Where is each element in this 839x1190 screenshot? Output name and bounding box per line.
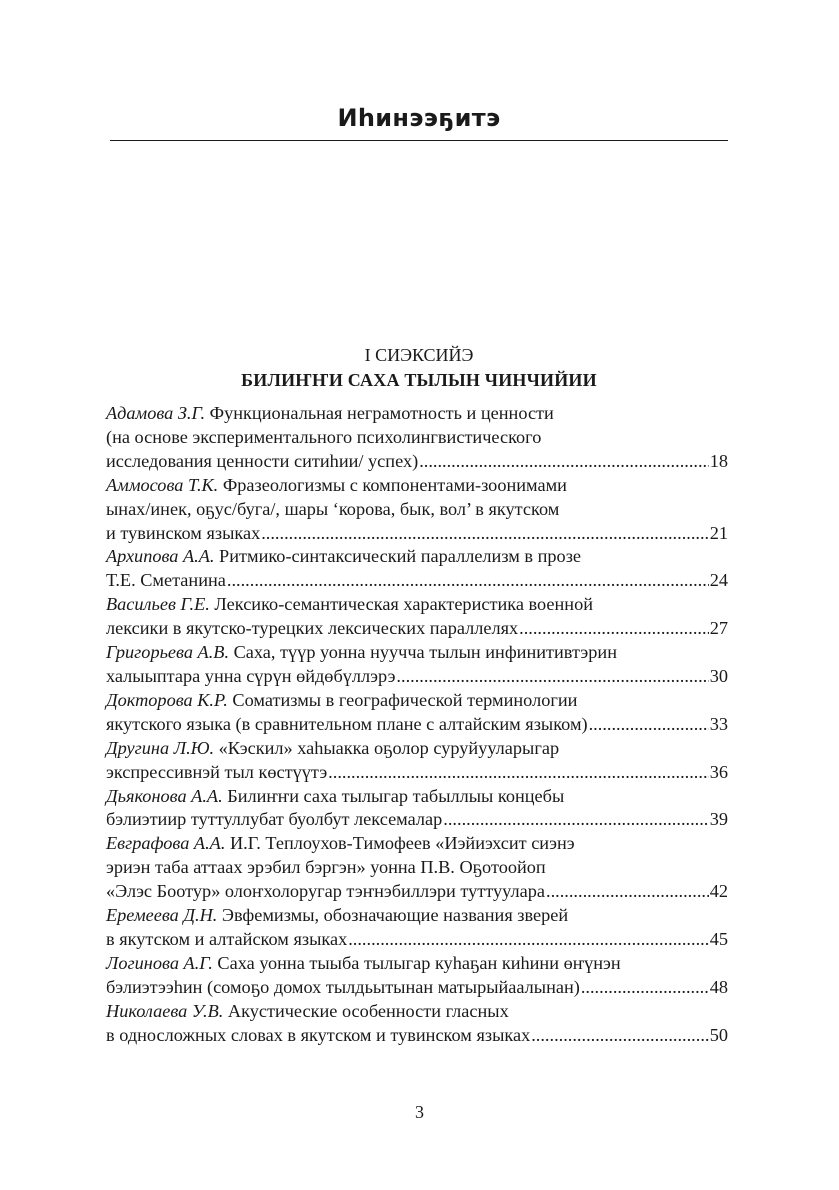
toc-last-line [106,808,728,832]
toc-page-number: 48 [709,976,728,997]
toc-title-start: «Кэскил» хаһыакка оҕолор суруйууларыгар [214,737,560,758]
toc-leader-dots [261,522,709,546]
toc-last-line [106,761,728,785]
toc-page-number: 36 [709,761,728,782]
toc-leader-dots [581,976,709,1000]
table-of-contents [106,402,728,1047]
toc-title-start: И.Г. Теплоухов-Тимофеев «Иэйиэхсит сиэнэ [225,833,575,854]
toc-entry[interactable] [106,689,728,737]
toc-title-end: экспрессивнэй тыл көстүүтэ [106,761,328,782]
toc-entry[interactable] [106,474,728,546]
toc-title-end: халыыптара унна сүрүн өйдөбүллэрэ [106,665,396,686]
toc-entry[interactable] [106,593,728,641]
toc-title-end: исследования ценности ситиһии/ успех) [106,450,419,471]
title-rule [110,140,728,141]
toc-title-end: «Элэс Боотур» олоҥхолоругар тэҥнэбиллэри туттуулара [106,881,545,902]
toc-title-start: Саха уонна тыыба тылыгар куһаҕан киһини өҥүнэн [212,952,621,973]
page-title: Иһинээҕитэ [337,104,501,132]
toc-author: Николаева У.В. [106,1000,224,1021]
toc-leader-dots [227,569,709,593]
toc-title-end: в односложных словах в якутском и тувинском языках [106,1024,531,1045]
toc-last-line [106,450,728,474]
toc-title-line: ынах/инек, оҕус/буга/, шары ‘корова, бык, вол’ в якутском [106,498,560,519]
toc-leader-dots [589,713,709,737]
toc-last-line [106,522,728,546]
toc-leader-dots [419,450,709,474]
toc-author: Евграфова А.А. [106,833,226,854]
toc-title-start: Лексико-семантическая характеристика военной [209,594,594,615]
toc-author: Другина Л.Ю. [106,737,215,758]
toc-author: Аммосова Т.К. [106,474,219,495]
toc-leader-dots [328,761,709,785]
toc-first-line [106,593,728,617]
toc-page-number: 18 [709,450,728,471]
toc-title-end: и тувинском языках [106,522,261,543]
section-heading [105,343,733,393]
toc-leader-dots [531,1024,709,1048]
toc-author: Дьяконова А.А. [106,785,223,806]
toc-author: Архипова А.А. [106,546,215,567]
toc-title-start: Ритмико-синтаксический параллелизм в прозе [214,546,582,567]
toc-page-number: 33 [709,713,728,734]
toc-page-number: 42 [709,881,728,902]
toc-title-end: якутского языка (в сравнительном плане с алтайским языком) [106,713,588,734]
section-number: I СИЭКСИЙЭ [364,345,474,365]
toc-entry[interactable] [106,1000,728,1048]
toc-title-start: Саха, түүр уонна нуучча тылын инфинитивтэрин [229,642,617,663]
toc-title-end: в якутском и алтайском языках [106,928,348,949]
toc-title-start: Функциональная неграмотность и ценности [205,403,554,423]
toc-leader-dots [546,880,709,904]
toc-author: Докторова К.Р. [106,689,228,710]
toc-entry[interactable] [106,904,728,952]
toc-title-end: бэлиэтээһин (сомоҕо домох тылдьытынан матырыйаалынан) [106,976,580,997]
toc-leader-dots [396,665,708,689]
toc-first-line [106,952,728,976]
page-number: 3 [415,1102,424,1122]
toc-page-number: 39 [709,809,728,830]
toc-leader-dots [443,808,708,832]
toc-page-number: 50 [709,1024,728,1045]
toc-last-line [106,976,728,1000]
toc-last-line [106,880,728,904]
toc-first-line [106,545,728,569]
toc-page-number: 21 [709,522,728,543]
toc-author: Григорьева А.В. [106,642,230,663]
toc-entry[interactable] [106,737,728,785]
toc-title-end: Т.Е. Сметанина [106,570,226,591]
toc-entry[interactable] [106,785,728,833]
toc-first-line [106,402,728,426]
toc-entry[interactable] [106,952,728,1000]
toc-first-line [106,832,728,856]
toc-first-line [106,689,728,713]
toc-author: Адамова З.Г. [106,403,206,423]
toc-leader-dots [519,617,709,641]
section-title: БИЛИҤҤИ САХА ТЫЛЫН ЧИНЧИЙИИ [241,370,597,390]
toc-title-end: бэлиэтиир туттуллубат буолбут лексемалар [106,809,443,830]
toc-title-start: Эвфемизмы, обозначающие названия зверей [217,905,569,926]
toc-first-line [106,1000,728,1024]
toc-page-number: 24 [709,570,728,591]
toc-last-line [106,665,728,689]
toc-last-line [106,1024,728,1048]
toc-first-line [106,641,728,665]
toc-last-line [106,569,728,593]
toc-last-line [106,928,728,952]
toc-first-line [106,904,728,928]
toc-page-number: 45 [709,928,728,949]
toc-author: Еремеева Д.Н. [106,905,218,926]
toc-page-number: 27 [709,618,728,639]
toc-first-line [106,785,728,809]
toc-author: Васильев Г.Е. [106,594,210,615]
toc-entry[interactable] [106,402,728,474]
toc-first-line [106,474,728,498]
toc-title-start: Билиҥҥи саха тылыгар табыллыы концебы [222,785,565,806]
toc-title-start: Соматизмы в географической терминологии [227,689,578,710]
toc-author: Логинова А.Г. [106,952,213,973]
toc-page-number: 30 [709,665,728,686]
toc-title-line: (на основе экспериментального психолингвистического [106,426,542,447]
toc-entry[interactable] [106,641,728,689]
toc-title-start: Акустические особенности гласных [223,1000,509,1021]
toc-title-start: Фразеологизмы с компонентами-зоонимами [218,474,567,495]
toc-first-line [106,737,728,761]
toc-leader-dots [348,928,709,952]
toc-entry[interactable] [106,832,728,904]
toc-last-line [106,617,728,641]
toc-title-end: лексики в якутско-турецких лексических параллелях [106,618,519,639]
toc-last-line [106,713,728,737]
toc-entry[interactable] [106,545,728,593]
toc-title-line: эриэн таба аттаах эрэбил бэргэн» уонна П.В. Оҕотоойоп [106,857,546,878]
